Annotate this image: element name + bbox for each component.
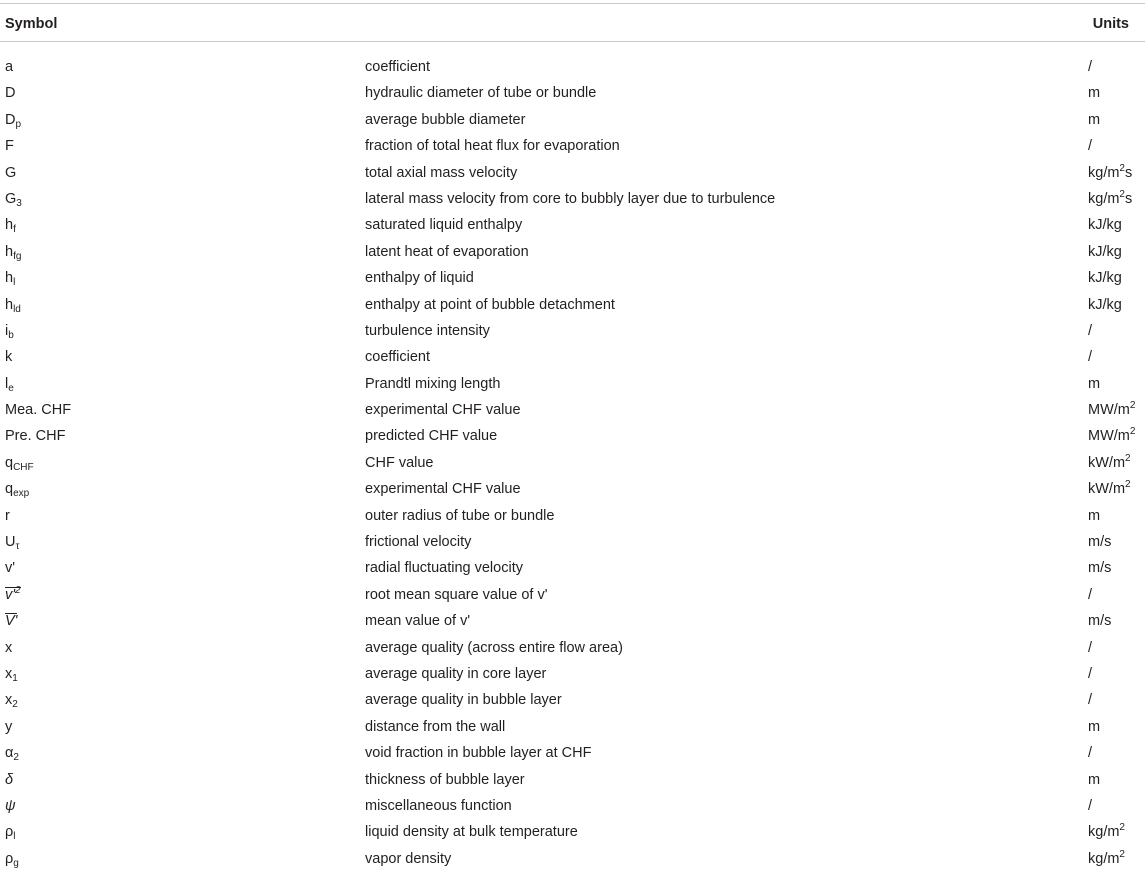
description-cell: vapor density: [365, 850, 452, 867]
units-cell: $kW/m^2$: [1088, 479, 1131, 498]
description-cell: enthalpy at point of bubble detachment: [365, 296, 615, 313]
description-cell: predicted CHF value: [365, 428, 498, 445]
symbol-cell: $l_e$: [5, 375, 14, 394]
symbol-cell: $\rho_g$: [5, 850, 19, 869]
description-cell: average quality in bubble layer: [365, 692, 562, 709]
units-cell: /: [1088, 322, 1093, 339]
units-cell: m: [1088, 507, 1101, 524]
units-cell: $kg/m^2s$: [1088, 188, 1133, 207]
table-row: [0, 344, 1145, 370]
units-cell: m/s: [1088, 534, 1112, 551]
units-cell: m: [1088, 718, 1101, 735]
table-row: [0, 846, 1145, 872]
table-row: [0, 371, 1145, 397]
units-cell: $kW/m^2$: [1088, 452, 1131, 471]
table-row: [0, 450, 1145, 476]
units-cell: /: [1088, 745, 1093, 762]
units-cell: $kg/m^2s$: [1088, 162, 1133, 181]
table-row: [0, 239, 1145, 265]
description-cell: enthalpy of liquid: [365, 270, 474, 287]
table-row: [0, 80, 1145, 106]
symbol-cell: $x_1$: [5, 665, 18, 684]
units-cell: m: [1088, 375, 1101, 392]
units-cell: m/s: [1088, 560, 1112, 577]
units-cell: /: [1088, 797, 1093, 814]
units-cell: /: [1088, 349, 1093, 366]
description-cell: total axial mass velocity: [365, 164, 518, 181]
header-rule: [0, 41, 1145, 42]
table-row: [0, 740, 1145, 766]
description-cell: average quality (across entire flow area): [365, 639, 623, 656]
symbol-cell: $D_p$: [5, 111, 22, 130]
symbol-cell: G: [5, 164, 17, 181]
symbol-cell: v': [5, 560, 16, 577]
symbol-cell: $\rho_l$: [5, 824, 16, 843]
table-row: [0, 397, 1145, 423]
units-cell: /: [1088, 586, 1093, 603]
description-cell: outer radius of tube or bundle: [365, 507, 555, 524]
table-header: [0, 4, 1145, 41]
units-cell: $MW/m^2$: [1088, 426, 1136, 445]
symbol-cell: F: [5, 138, 14, 155]
symbol-cell: y: [5, 718, 13, 735]
symbol-cell: $q_{exp}$: [5, 481, 30, 500]
description-cell: Prandtl mixing length: [365, 375, 501, 392]
description-cell: coefficient: [365, 59, 431, 75]
table-row: [0, 793, 1145, 819]
description-cell: hydraulic diameter of tube or bundle: [365, 85, 597, 102]
description-cell: turbulence intensity: [365, 322, 490, 339]
units-cell: m: [1088, 771, 1101, 788]
description-cell: thickness of bubble layer: [365, 771, 525, 788]
units-cell: /: [1088, 59, 1093, 75]
units-cell: /: [1088, 639, 1093, 656]
header-units: Units: [1092, 16, 1129, 32]
table-row: [0, 529, 1145, 555]
description-cell: root mean square value of v': [365, 586, 548, 603]
symbol-cell: r: [5, 507, 10, 524]
table-row: [0, 819, 1145, 845]
symbol-cell: $\alpha_2$: [5, 745, 19, 764]
description-cell: average quality in core layer: [365, 665, 547, 682]
description-cell: coefficient: [365, 349, 431, 366]
description-cell: CHF value: [365, 454, 434, 471]
symbol-cell: Mea. CHF: [5, 402, 72, 419]
units-cell: m/s: [1088, 613, 1112, 630]
description-cell: saturated liquid enthalpy: [365, 217, 523, 234]
table-body: [0, 54, 1145, 872]
symbol-cell: k: [5, 349, 13, 366]
units-cell: /: [1088, 692, 1093, 709]
units-cell: kJ/kg: [1088, 270, 1122, 287]
symbol-cell: $G_3$: [5, 190, 22, 209]
table-row: [0, 212, 1145, 238]
description-cell: distance from the wall: [365, 718, 506, 735]
table-row: [0, 661, 1145, 687]
description-cell: void fraction in bubble layer at CHF: [365, 745, 592, 762]
description-cell: liquid density at bulk temperature: [365, 824, 578, 841]
table-row: [0, 555, 1145, 581]
units-cell: kJ/kg: [1088, 243, 1122, 260]
units-cell: $MW/m^2$: [1088, 400, 1136, 419]
units-cell: /: [1088, 138, 1093, 155]
table-row: [0, 687, 1145, 713]
units-cell: $kg/m^2$: [1088, 848, 1125, 867]
description-cell: latent heat of evaporation: [365, 243, 529, 260]
symbol-cell: Pre. CHF: [5, 428, 66, 445]
units-cell: kJ/kg: [1088, 217, 1122, 234]
table-row: [0, 714, 1145, 740]
description-cell: fraction of total heat flux for evaporation: [365, 138, 620, 155]
table-row: [0, 767, 1145, 793]
table-row: [0, 582, 1145, 608]
description-cell: radial fluctuating velocity: [365, 560, 523, 577]
table-row: [0, 107, 1145, 133]
table-row: [0, 635, 1145, 661]
description-cell: miscellaneous function: [365, 797, 512, 814]
symbol-cell: $h_{fg}$: [5, 243, 22, 262]
description-cell: mean value of v': [365, 613, 471, 630]
symbol-cell: D: [5, 85, 16, 102]
symbol-cell: $h_f$: [5, 217, 16, 236]
symbol-cell: $U_\tau$: [5, 534, 20, 553]
symbol-cell: x: [5, 639, 13, 656]
table-row: [0, 476, 1145, 502]
symbol-cell: $h_{ld}$: [5, 296, 21, 315]
units-cell: m: [1088, 85, 1101, 102]
symbol-cell: a: [5, 59, 14, 75]
symbol-cell: $h_l$: [5, 270, 16, 289]
symbol-cell: $q_{CHF}$: [5, 454, 34, 473]
table-row: [0, 160, 1145, 186]
table-row: [0, 265, 1145, 291]
description-cell: experimental CHF value: [365, 402, 521, 419]
table-row: [0, 608, 1145, 634]
symbol-cell: ψ: [5, 797, 16, 814]
table-row: [0, 186, 1145, 212]
table-row: [0, 133, 1145, 159]
table-row: [0, 318, 1145, 344]
description-cell: lateral mass velocity from core to bubbly layer due to turbulence: [365, 190, 776, 207]
description-cell: experimental CHF value: [365, 481, 521, 498]
description-cell: frictional velocity: [365, 534, 472, 551]
table-row: [0, 54, 1145, 80]
table-row: [0, 292, 1145, 318]
symbol-cell: $x_2$: [5, 692, 18, 711]
units-cell: m: [1088, 111, 1101, 128]
units-cell: $kg/m^2$: [1088, 822, 1125, 841]
units-cell: kJ/kg: [1088, 296, 1122, 313]
description-cell: average bubble diameter: [365, 111, 526, 128]
header-symbol: Symbol: [5, 16, 58, 32]
symbol-cell: V': [5, 613, 18, 630]
symbol-cell: $v'^2$: [5, 584, 21, 603]
symbol-cell: δ: [5, 771, 14, 788]
table-row: [0, 423, 1145, 449]
symbol-cell: $i_b$: [5, 322, 14, 341]
table-row: [0, 503, 1145, 529]
units-cell: /: [1088, 665, 1093, 682]
